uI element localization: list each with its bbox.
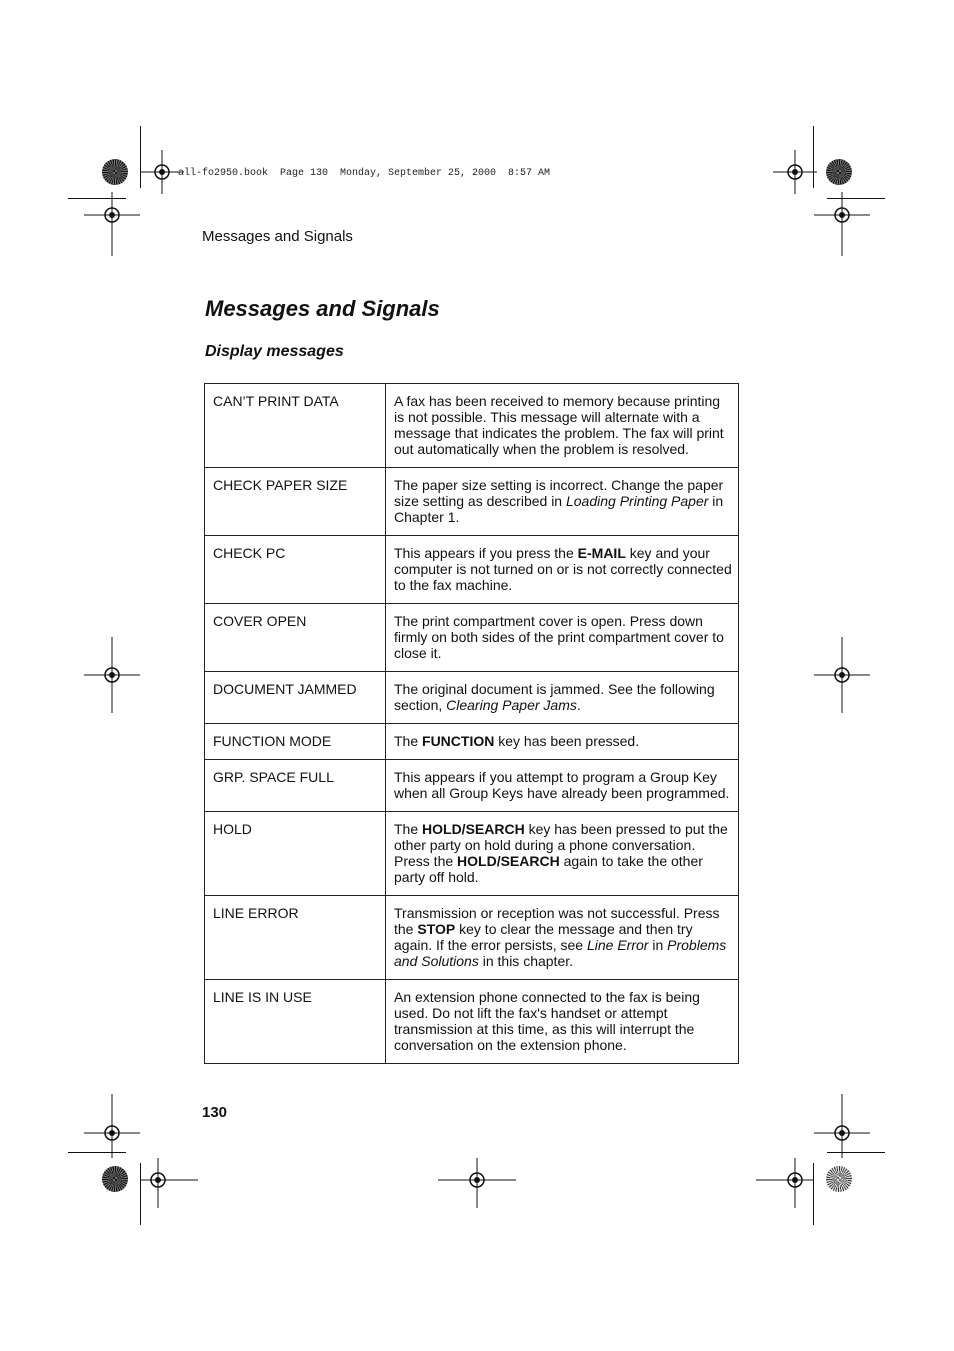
registration-mark-icon xyxy=(814,637,870,713)
page-number: 130 xyxy=(202,1104,228,1121)
description-text: The xyxy=(394,821,423,837)
description-cell xyxy=(386,468,739,536)
running-head: Messages and Signals xyxy=(202,228,353,245)
message-cell: CAN’T PRINT DATA xyxy=(205,384,386,468)
description-text: key has been pressed. xyxy=(494,733,640,749)
description-text: in Chapter 1. xyxy=(394,493,724,525)
message-cell: GRP. SPACE FULL xyxy=(205,760,386,812)
table-body xyxy=(205,384,739,1064)
description-text: A fax has been received to memory because printing is not possible. This message will alternate with a message that indicates the problem. The fax will print out automatically when the problem is resolved. xyxy=(394,393,724,457)
description-cell xyxy=(386,896,739,980)
description-cell xyxy=(386,672,739,724)
description-text: The xyxy=(394,733,423,749)
registration-mark-icon xyxy=(140,1158,198,1208)
description-text: again to take the other party off hold. xyxy=(394,853,703,885)
description-cell xyxy=(386,760,739,812)
message-cell: FUNCTION MODE xyxy=(205,724,386,760)
table-row xyxy=(205,980,739,1064)
message-cell: LINE IS IN USE xyxy=(205,980,386,1064)
description-text: The original document is jammed. See the following section, xyxy=(394,681,715,713)
message-cell: DOCUMENT JAMMED xyxy=(205,672,386,724)
key-name: STOP xyxy=(417,921,456,937)
key-name: FUNCTION xyxy=(422,733,495,749)
description-cell xyxy=(386,384,739,468)
registration-mark-icon xyxy=(814,192,870,256)
description-text: in this chapter. xyxy=(478,953,574,969)
table-row xyxy=(205,812,739,896)
message-cell: HOLD xyxy=(205,812,386,896)
registration-mark-icon xyxy=(773,150,817,194)
description-text: This appears if you press the xyxy=(394,545,578,561)
message-cell: COVER OPEN xyxy=(205,604,386,672)
description-text: . xyxy=(576,697,581,713)
table-row xyxy=(205,536,739,604)
description-cell xyxy=(386,812,739,896)
registration-mark-icon xyxy=(756,1158,814,1208)
key-name: HOLD/SEARCH xyxy=(422,821,525,837)
description-cell xyxy=(386,536,739,604)
table-row xyxy=(205,384,739,468)
registration-mark-icon xyxy=(84,637,140,713)
cross-reference: Clearing Paper Jams xyxy=(446,697,577,713)
description-text: key to clear the message and then try again. If the error persists, see xyxy=(394,921,693,953)
description-text: An extension phone connected to the fax is being used. Do not lift the fax's handset or attempt transmission at this time, as this will interrupt the conversation on the extension phone. xyxy=(394,989,700,1053)
description-text: in xyxy=(648,937,668,953)
cross-reference: Loading Printing Paper xyxy=(565,493,709,509)
key-name: E-MAIL xyxy=(577,545,626,561)
table-row xyxy=(205,604,739,672)
registration-mark-icon xyxy=(438,1158,516,1208)
rosette-icon xyxy=(102,159,128,185)
registration-mark-icon xyxy=(84,192,140,256)
description-text: The paper size setting is incorrect. Change the paper size setting as described in xyxy=(394,477,724,509)
description-cell xyxy=(386,604,739,672)
table-row xyxy=(205,468,739,536)
description-text: key and your computer is not turned on or is not correctly connected to the fax machine. xyxy=(394,545,732,593)
description-text: This appears if you attempt to program a Group Key when all Group Keys have already been programmed. xyxy=(394,769,730,801)
message-cell: LINE ERROR xyxy=(205,896,386,980)
rosette-icon xyxy=(826,159,852,185)
display-messages-table xyxy=(204,383,739,1064)
description-cell xyxy=(386,980,739,1064)
registration-mark-icon xyxy=(84,1094,140,1158)
table-row xyxy=(205,672,739,724)
cross-reference: Problems and Solutions xyxy=(394,937,727,969)
message-cell: CHECK PAPER SIZE xyxy=(205,468,386,536)
key-name: HOLD/SEARCH xyxy=(457,853,560,869)
registration-mark-icon xyxy=(814,1094,870,1158)
print-header: all-fo2950.book Page 130 Monday, September 25, 2000 8:57 AM xyxy=(178,168,551,179)
page-title: Messages and Signals xyxy=(205,296,440,321)
table-row xyxy=(205,724,739,760)
description-cell xyxy=(386,724,739,760)
section-title: Display messages xyxy=(205,343,344,360)
rosette-icon xyxy=(826,1166,852,1192)
table-row xyxy=(205,760,739,812)
cross-reference: Line Error xyxy=(586,937,649,953)
description-text: Transmission or reception was not successful. Press the xyxy=(394,905,720,937)
message-cell: CHECK PC xyxy=(205,536,386,604)
description-text: key has been pressed to put the other party on hold during a phone conversation. Press the xyxy=(394,821,728,869)
rosette-icon xyxy=(102,1166,128,1192)
table-row xyxy=(205,896,739,980)
description-text: The print compartment cover is open. Press down firmly on both sides of the print compartment cover to close it. xyxy=(394,613,724,661)
